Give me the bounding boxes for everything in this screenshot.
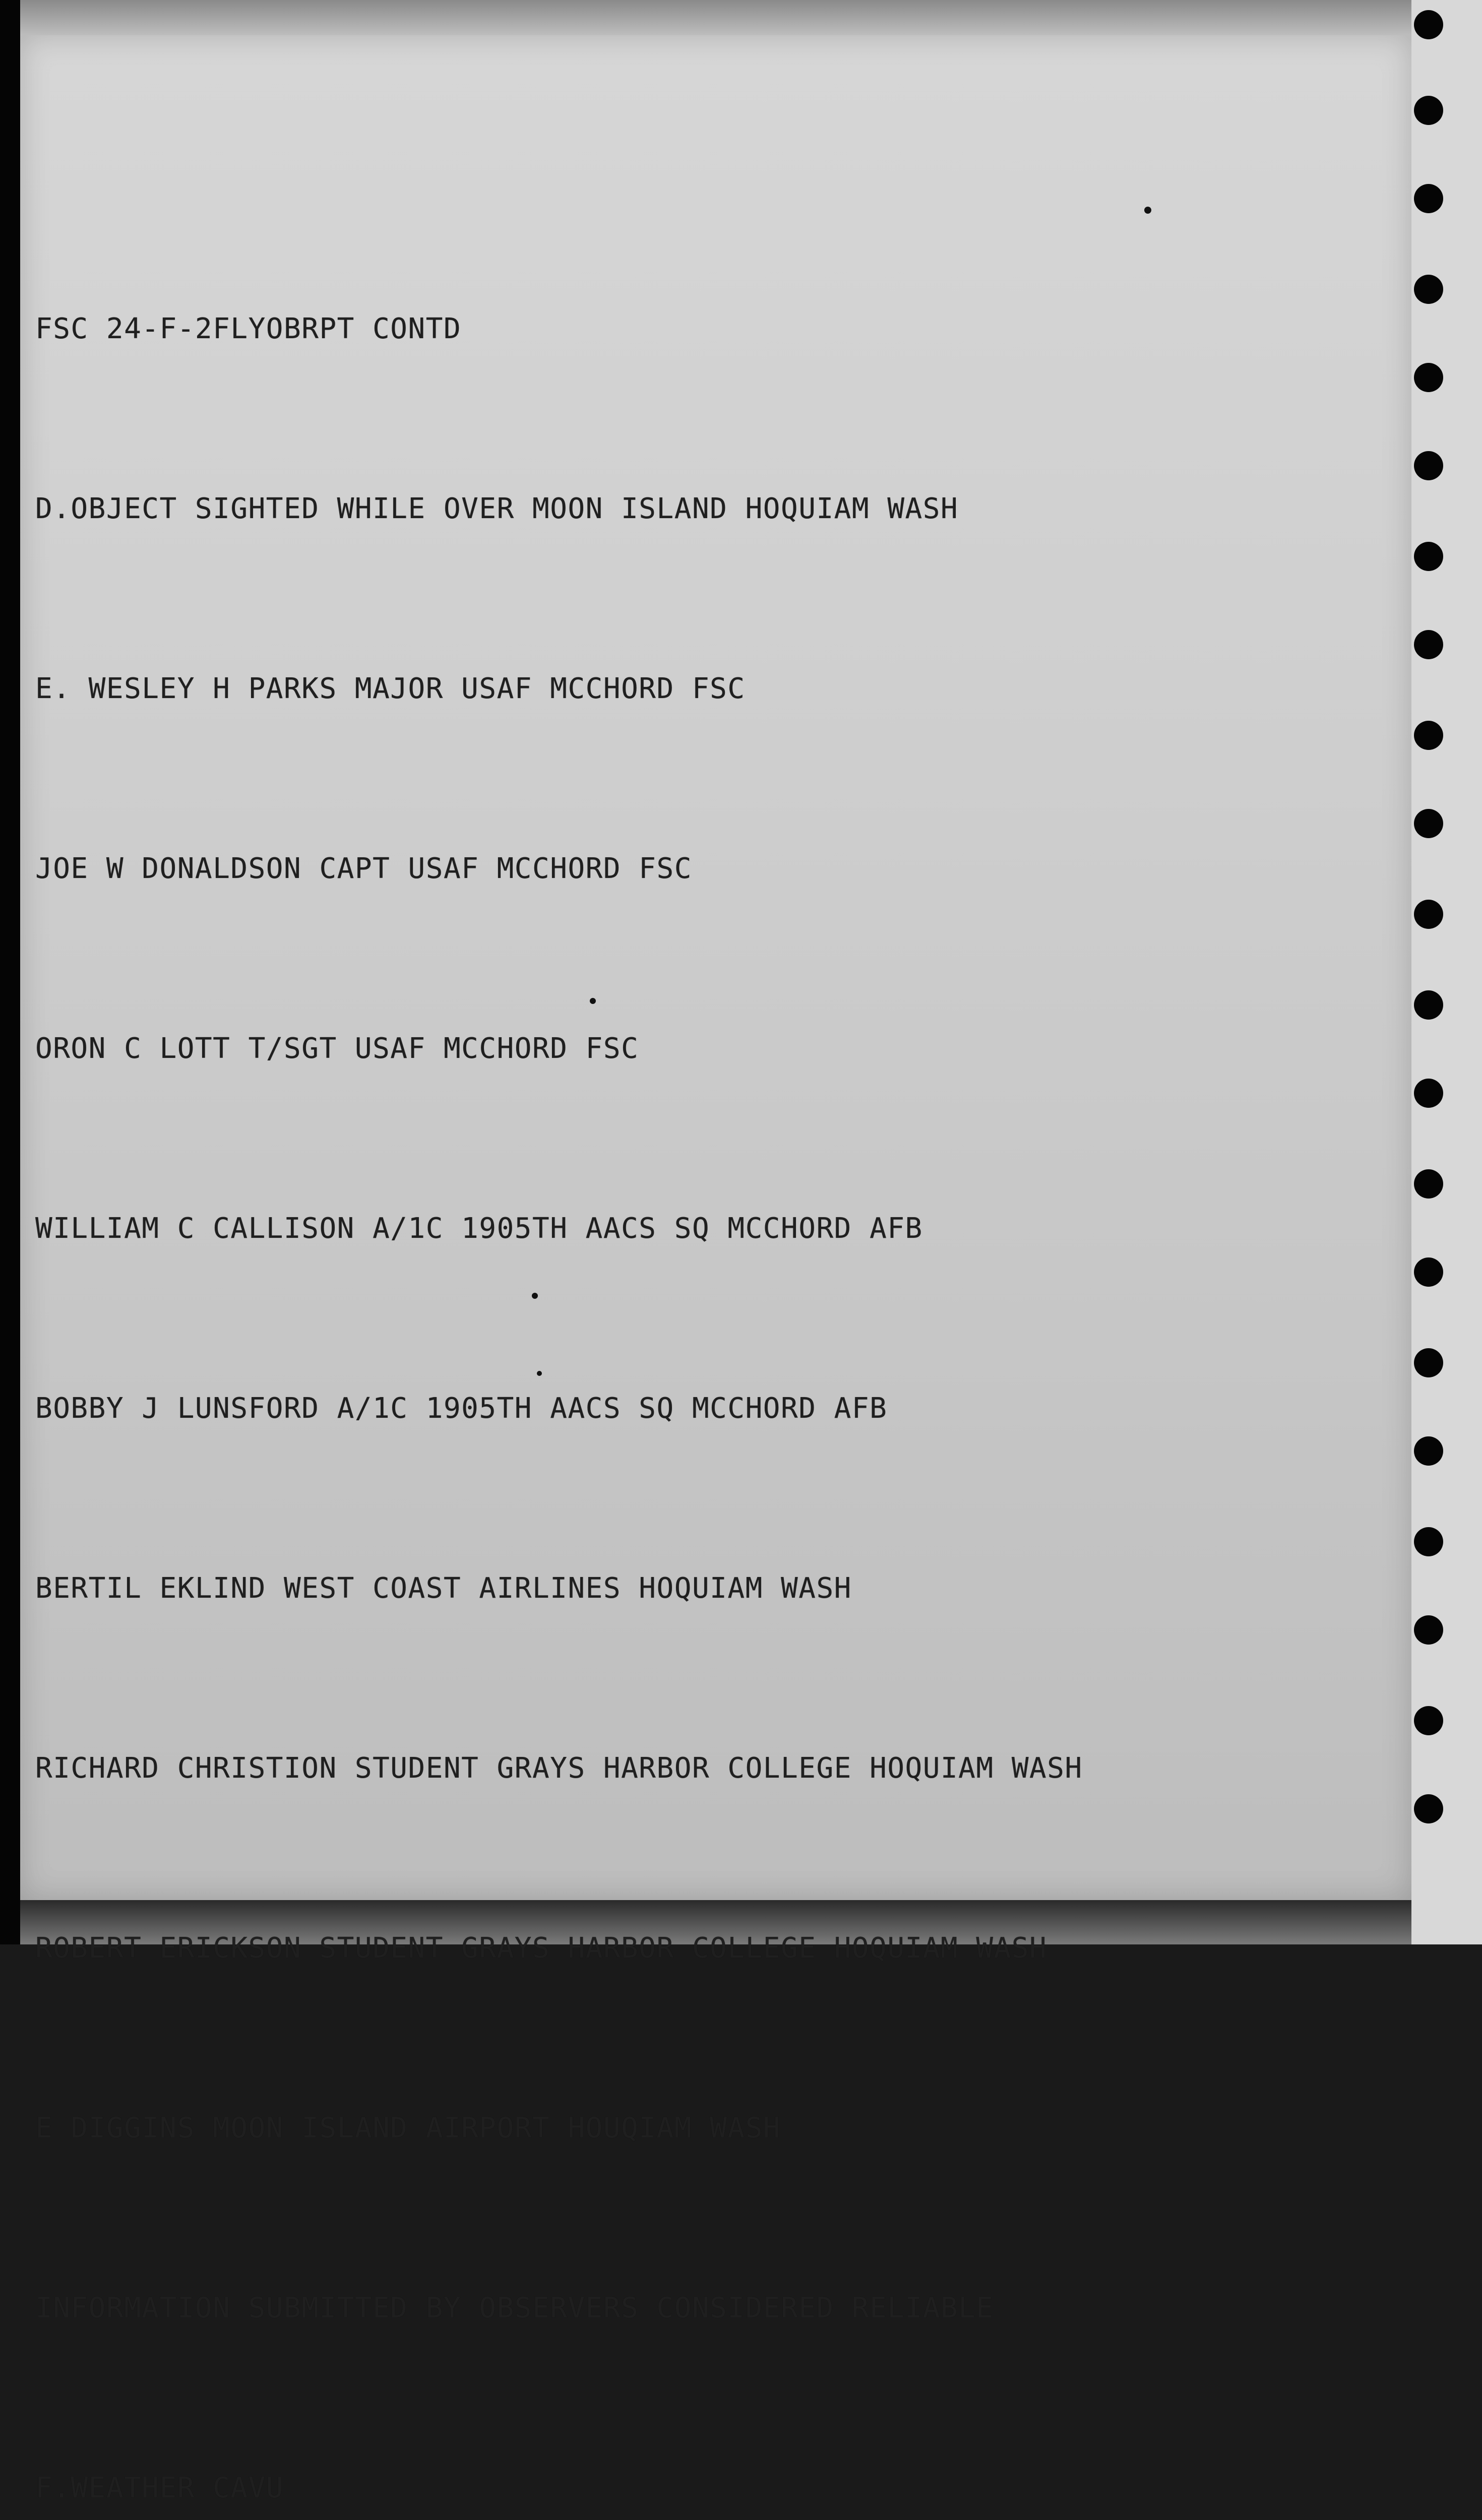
feed-hole: [1414, 1794, 1443, 1823]
message-line: F.WEATHER CAVU: [35, 2472, 284, 2504]
feed-hole: [1414, 10, 1443, 39]
message-line: E. WESLEY H PARKS MAJOR USAF MCCHORD FSC: [35, 672, 746, 705]
message-line: ORON C LOTT T/SGT USAF MCCHORD FSC: [35, 1032, 639, 1065]
scan-left-edge: [0, 0, 20, 1944]
feed-hole: [1414, 451, 1443, 480]
feed-hole: [1414, 809, 1443, 838]
feed-hole: [1414, 1348, 1443, 1377]
teletype-message: [35, 179, 1396, 2520]
message-line: BOBBY J LUNSFORD A/1C 1905TH AACS SQ MCCHORD AFB: [35, 1392, 888, 1425]
feed-hole: [1414, 1079, 1443, 1108]
message-header-line: FSC 24-F-2FLYOBRPT CONTD: [35, 312, 462, 345]
message-line: RICHARD CHRISTION STUDENT GRAYS HARBOR COLLEGE HOQUIAM WASH: [35, 1752, 1083, 1785]
scan-top-edge: [0, 0, 1482, 35]
feed-hole: [1414, 630, 1443, 659]
message-line: ROBERT ERICKSON STUDENT GRAYS HARBOR COLLEGE HOQUIAM WASH: [35, 1932, 1047, 1965]
feed-hole: [1414, 1257, 1443, 1287]
feed-hole: [1414, 275, 1443, 304]
feed-hole: [1414, 1615, 1443, 1645]
message-line: BERTIL EKLIND WEST COAST AIRLINES HOQUIAM WASH: [35, 1572, 852, 1605]
feed-hole: [1414, 721, 1443, 750]
feed-hole: [1414, 1706, 1443, 1735]
feed-hole: [1414, 96, 1443, 125]
feed-hole: [1414, 184, 1443, 213]
message-line: INFORMATION SUBMITTED BY OBSERVERS CONSIDERED RELIABLE: [35, 2292, 994, 2324]
feed-hole: [1414, 900, 1443, 929]
message-line: WILLIAM C CALLISON A/1C 1905TH AACS SQ MCCHORD AFB: [35, 1212, 923, 1245]
feed-hole: [1414, 363, 1443, 392]
feed-hole: [1414, 990, 1443, 1020]
feed-hole: [1414, 1527, 1443, 1556]
message-line: JOE W DONALDSON CAPT USAF MCCHORD FSC: [35, 852, 692, 885]
feed-hole: [1414, 1169, 1443, 1199]
feed-hole: [1414, 542, 1443, 571]
message-line: E DIGGINS MOON ISLAND AIRPORT HOUQIAM WASH: [35, 2112, 781, 2145]
message-line: D.OBJECT SIGHTED WHILE OVER MOON ISLAND HOQUIAM WASH: [35, 492, 959, 525]
feed-hole: [1414, 1436, 1443, 1466]
